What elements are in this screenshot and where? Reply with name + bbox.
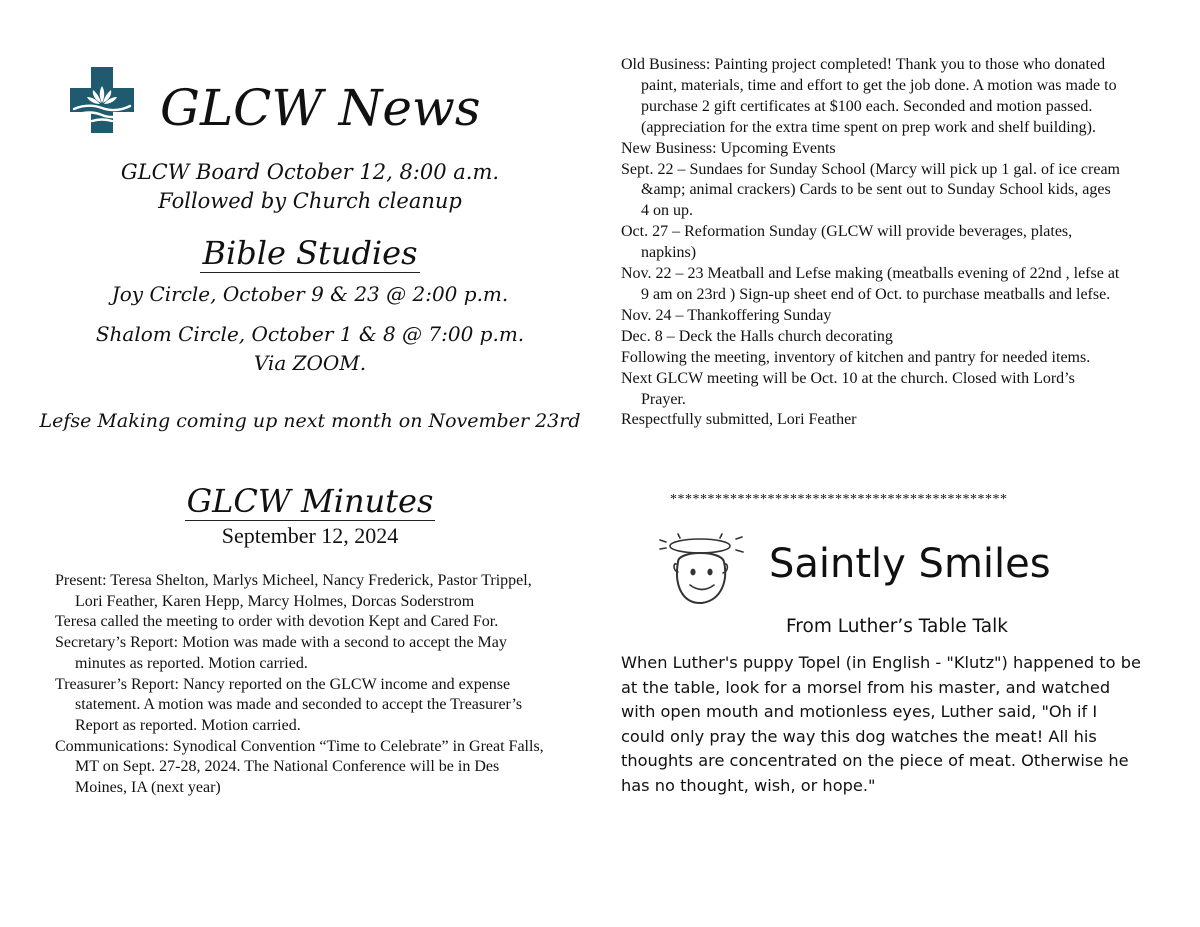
- minutes-date: September 12, 2024: [221, 523, 399, 548]
- minutes-paragraph: Nov. 24 – Thankoffering Sunday: [621, 306, 832, 324]
- minutes-continued: [621, 55, 1121, 431]
- minutes-paragraph: Present: Teresa Shelton, Marlys Micheel, Nancy Frederick, Pastor Trippel, Lori Feather, Karen Hepp, Marcy Holmes, Dorcas Soderstrom: [55, 572, 532, 610]
- news-title: GLCW News: [160, 79, 481, 137]
- minutes-paragraph: Treasurer’s Report: Nancy reported on the GLCW income and expense statement. A motion was made and seconded to accept the Treasurer’s Report as reported. Motion carried.: [55, 675, 523, 734]
- shalom-circle-line: Shalom Circle, October 1 & 8 @ 7:00 p.m.: [95, 322, 525, 346]
- minutes-paragraph: Next GLCW meeting will be Oct. 10 at the church. Closed with Lord’s Prayer.: [621, 369, 1075, 408]
- bible-studies-label: Bible Studies: [202, 234, 418, 272]
- bible-studies-heading: [20, 232, 600, 274]
- luther-story: When Luther's puppy Topel (in English - "Klutz") happened to be at the table, look for a morsel from his master, and watched with open mouth and motionless eyes, Luther said, "Oh if I could only pray the way this dog watches the meat! All his thoughts are concentrated on the piece of meat. Otherwise he has no thought, wish, or hope.": [621, 653, 1141, 795]
- board-meeting-line: GLCW Board October 12, 8:00 a.m.: [120, 160, 500, 184]
- minutes-label: GLCW Minutes: [186, 482, 434, 520]
- via-zoom-line: Via ZOOM.: [253, 351, 367, 375]
- minutes-paragraph: Nov. 22 – 23 Meatball and Lefse making (meatballs evening of 22nd , lefse at 9 am on 23rd ) Sign-up sheet end of Oct. to purchase meatballs and lefse.: [621, 265, 1120, 303]
- minutes-paragraph: Oct. 27 – Reformation Sunday (GLCW will provide beverages, plates, napkins): [621, 223, 1073, 262]
- minutes-paragraph: Dec. 8 – Deck the Halls church decorating: [621, 327, 893, 345]
- haloed-smiley-icon: [652, 530, 750, 610]
- minutes-body: [55, 571, 555, 799]
- star-divider: *********************************************: [670, 492, 1008, 507]
- minutes-paragraph: Sept. 22 – Sundaes for Sunday School (Marcy will pick up 1 gal. of ice cream &amp; animal crackers) Cards to be sent out to Sunday School kids, ages 4 on up.: [621, 160, 1120, 220]
- minutes-paragraph: Secretary’s Report: Motion was made with a second to accept the May minutes as reported. Motion carried.: [55, 634, 507, 672]
- lefse-announcement: Lefse Making coming up next month on November 23rd: [39, 410, 581, 432]
- cross-logo-icon: [70, 67, 134, 133]
- saintly-smiles-title: Saintly Smiles: [769, 541, 1051, 587]
- minutes-paragraph: Respectfully submitted, Lori Feather: [621, 411, 857, 429]
- table-talk-subtitle: From Luther’s Table Talk: [786, 616, 1008, 637]
- minutes-paragraph: Old Business: Painting project completed! Thank you to those who donated paint, materials, time and effort to get the job done. A motion was made to purchase 2 gift certificates at $100 each. Seconded and motion passed. (appreciation for the extra time spent on prep work and shelf building).: [621, 56, 1117, 136]
- minutes-paragraph: New Business: Upcoming Events: [621, 139, 836, 157]
- minutes-paragraph: Following the meeting, inventory of kitchen and pantry for needed items.: [621, 348, 1091, 366]
- joy-circle-line: Joy Circle, October 9 & 23 @ 2:00 p.m.: [111, 282, 509, 306]
- minutes-paragraph: Communications: Synodical Convention “Time to Celebrate” in Great Falls, MT on Sept. 27-28, 2024. The National Conference will be in Des Moines, IA (next year): [55, 737, 544, 797]
- minutes-paragraph: Teresa called the meeting to order with devotion Kept and Cared For.: [55, 613, 499, 631]
- church-cleanup-line: Followed by Church cleanup: [158, 189, 462, 213]
- minutes-heading: [20, 480, 600, 522]
